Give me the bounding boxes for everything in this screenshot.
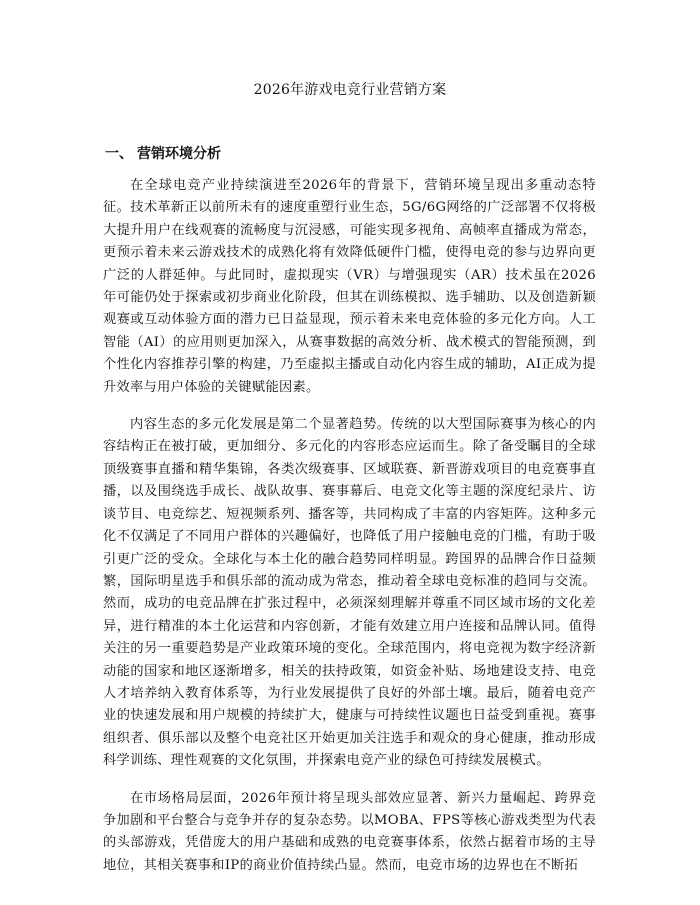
section-heading — [105, 144, 221, 164]
paragraph: 在市场格局层面，2026年预计将呈现头部效应显著、新兴力量崛起、跨界竞争加剧和平台整合与竞争并存的复杂态势。以MOBA、FPS等核心游戏类型为代表的头部游戏，凭借庞大的用户基础和成熟的电竞赛事体系，依然占据着市场的主导地位，其相关赛事和IP的商业价值持续凸显。然而，电竞市场的边界也在不断拓 — [103, 790, 596, 873]
body-text — [103, 175, 596, 892]
section-title: 营销环境分析 — [137, 146, 221, 162]
section-number: 一、 — [105, 146, 133, 162]
document-title: 2026年游戏电竞行业营销方案 — [253, 82, 447, 98]
paragraph: 在全球电竞产业持续演进至2026年的背景下，营销环境呈现出多重动态特征。技术革新正以前所未有的速度重塑行业生态，5G/6G网络的广泛部署不仅将极大提升用户在线观赛的流畅度与沉浸感，可能实现多视角、高帧率直播成为常态，更预示着未来云游戏技术的成熟化将有效降低硬件门槛，使得电竞的参与边界向更广泛的人群延伸。与此同时，虚拟现实（VR）与增强现实（AR）技术虽在2026年可能仍处于探索或初步商业化阶段，但其在训练模拟、选手辅助、以及创造新颖观赛或互动体验方面的潜力已日益显现，预示着未来电竞体验的多元化方向。人工智能（AI）的应用则更加深入，从赛事数据的高效分析、战术模式的智能预测，到个性化内容推荐引擎的构建，乃至虚拟主播或自动化内容生成的辅助，AI正成为提升效率与用户体验的关键赋能因素。 — [103, 178, 596, 395]
paragraph: 内容生态的多元化发展是第二个显著趋势。传统的以大型国际赛事为核心的内容结构正在被打破，更加细分、多元化的内容形态应运而生。除了备受瞩目的全球顶级赛事直播和精华集锦，各类次级赛事、区域联赛、新晋游戏项目的电竞赛事直播，以及围绕选手成长、战队故事、赛事幕后、电竞文化等主题的深度纪录片、访谈节目、电竞综艺、短视频系列、播客等，共同构成了丰富的内容矩阵。这种多元化不仅满足了不同用户群体的兴趣偏好，也降低了用户接触电竞的门槛，有助于吸引更广泛的受众。全球化与本土化的融合趋势同样明显。跨国界的品牌合作日益频繁，国际明星选手和俱乐部的流动成为常态，推动着全球电竞标准的趋同与交流。然而，成功的电竞品牌在扩张过程中，必须深刻理解并尊重不同区域市场的文化差异，进行精准的本土化运营和内容创新，才能有效建立用户连接和品牌认同。值得关注的另一重要趋势是产业政策环境的变化。全球范围内，将电竞视为数字经济新动能的国家和地区逐渐增多，相关的扶持政策，如资金补贴、场地建设支持、电竞人才培养纳入教育体系等，为行业发展提供了良好的外部土壤。最后，随着电竞产业的快速发展和用户规模的持续扩大，健康与可持续性议题也日益受到重视。赛事组织者、俱乐部以及整个电竞社区开始更加关注选手和观众的身心健康，推动形成科学训练、理性观赛的文化氛围，并探索电竞产业的绿色可持续发展模式。 — [103, 417, 596, 769]
